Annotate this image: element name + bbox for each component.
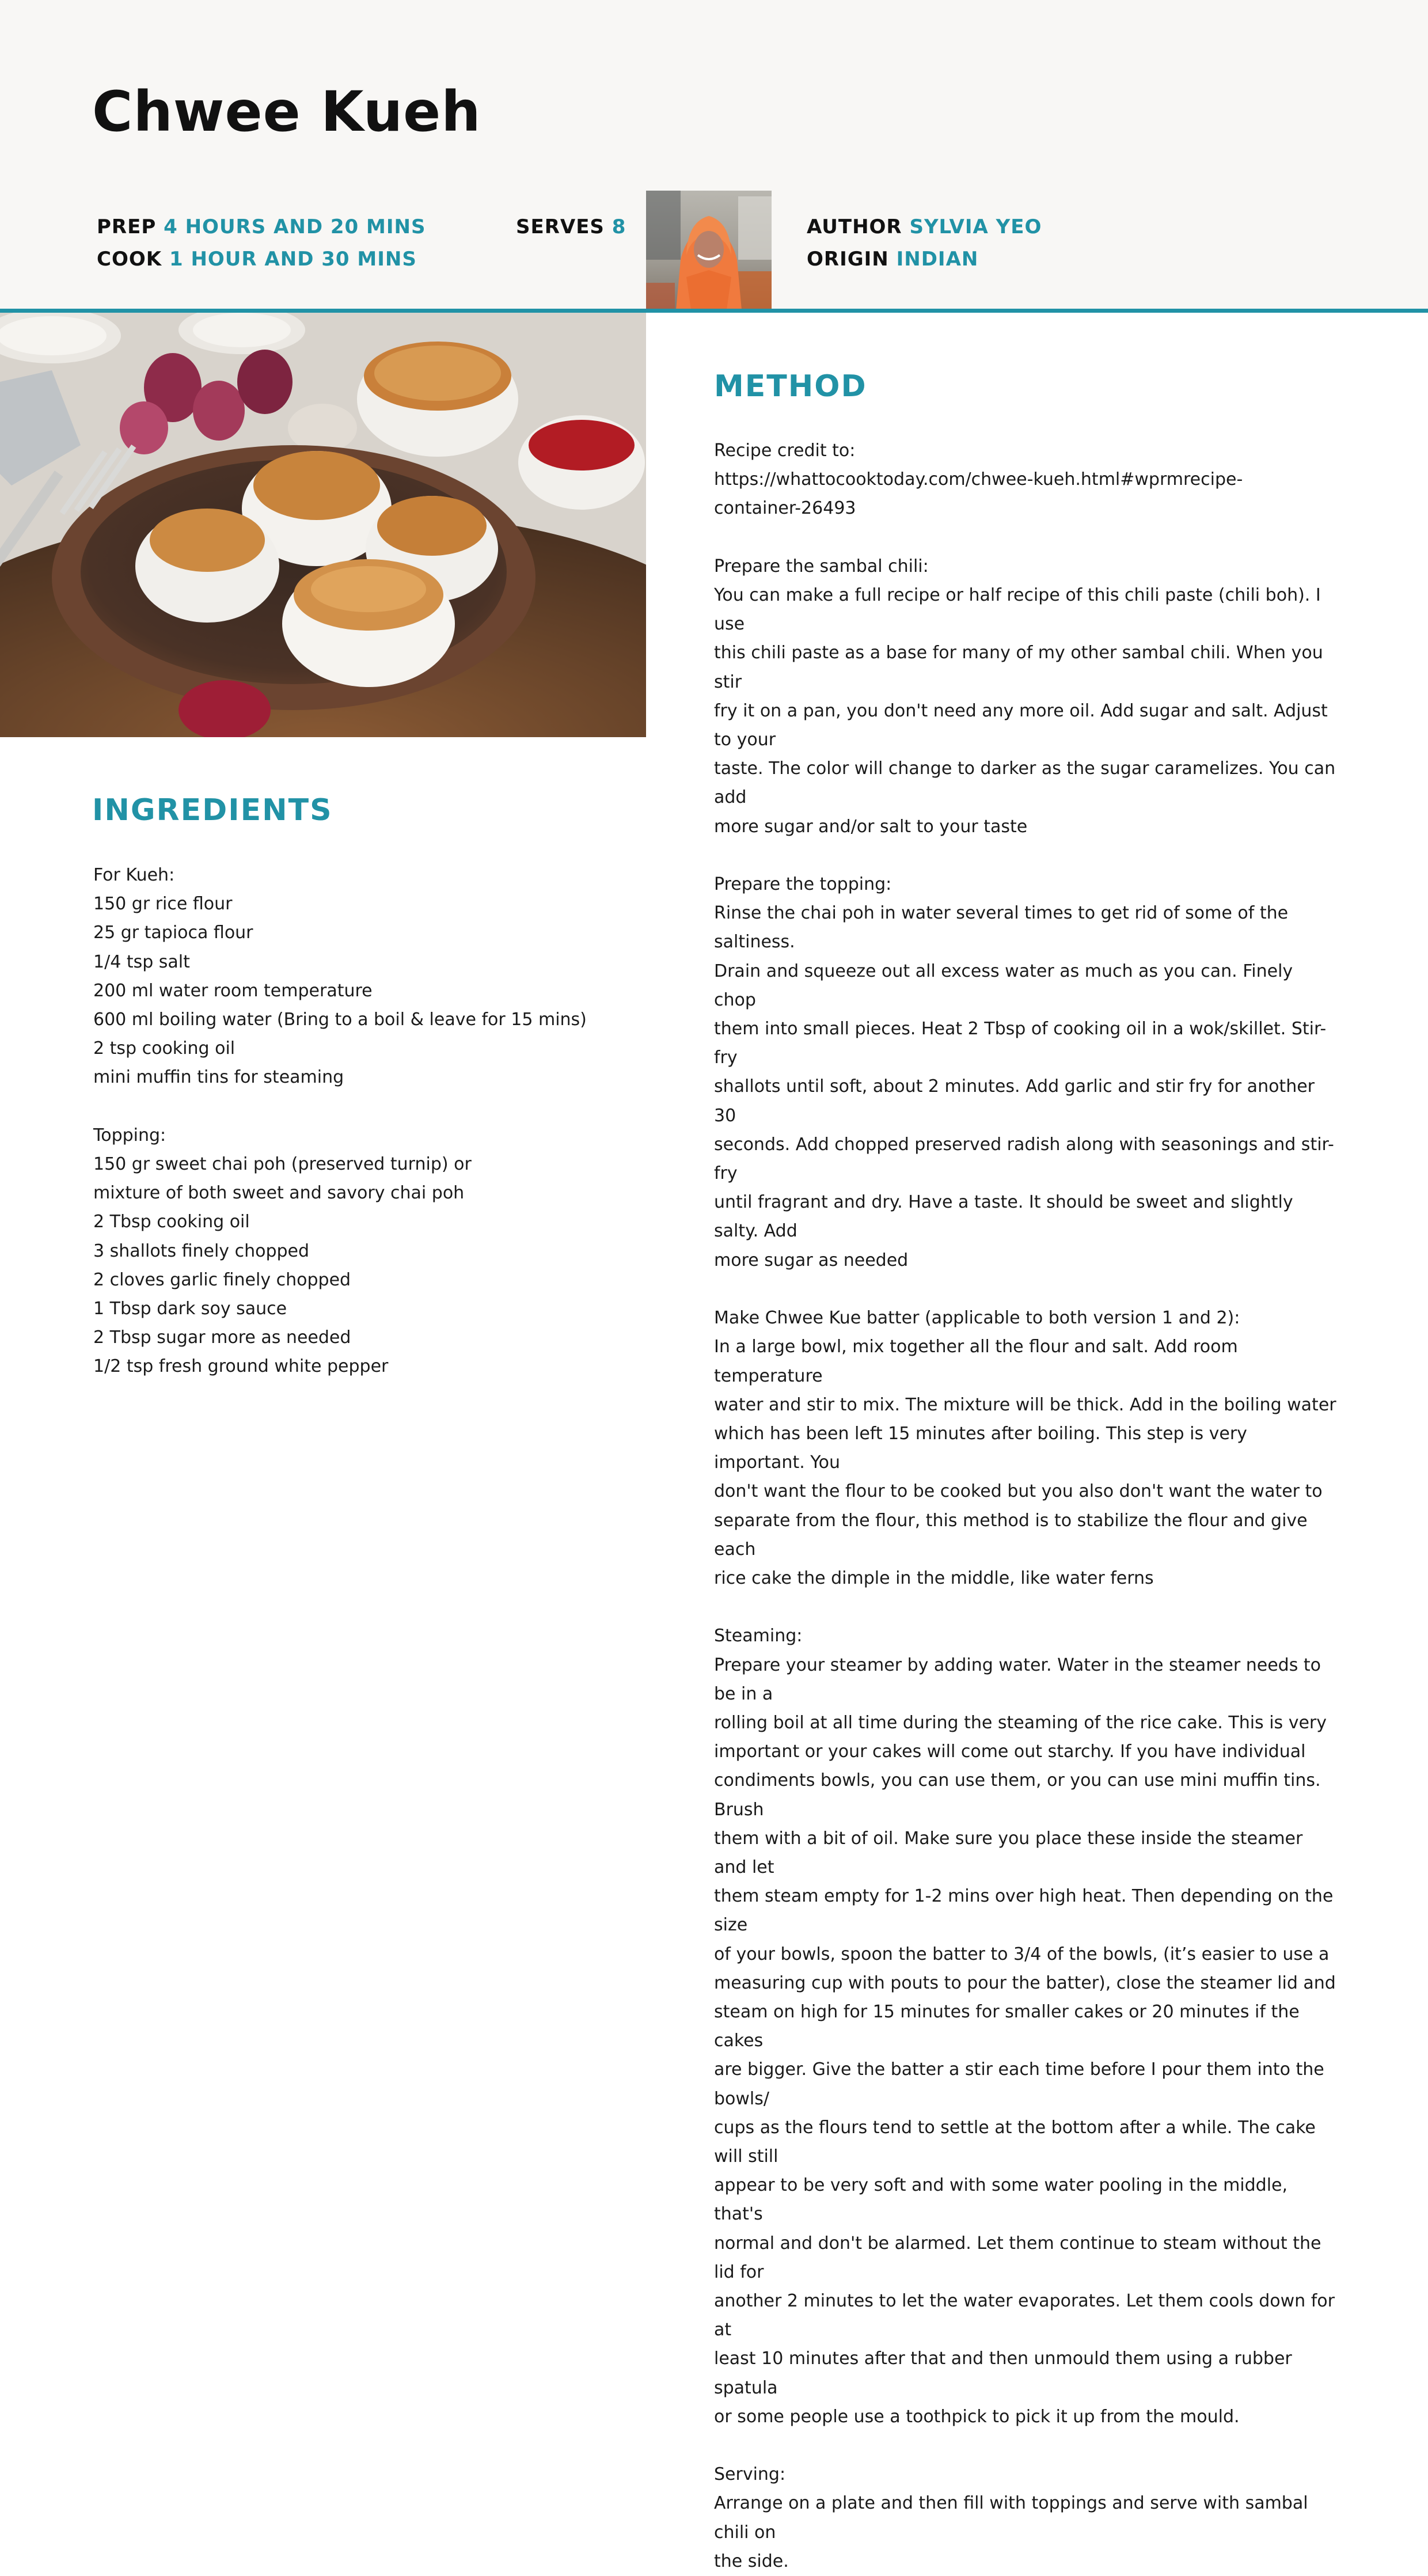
prep-cook-times	[97, 211, 426, 275]
recipe-title: Chwee Kueh	[92, 79, 481, 144]
ingredients-heading: INGREDIENTS	[92, 793, 333, 828]
origin-label: ORIGIN	[807, 248, 889, 271]
origin-value: INDIAN	[896, 248, 979, 271]
recipe-header	[0, 0, 1428, 310]
author-label: AUTHOR	[807, 215, 902, 238]
author-origin	[807, 211, 1042, 275]
prep-time	[97, 211, 426, 243]
method-steps: Recipe credit to: https://whattocooktoday.com/chwee-kueh.html#wprmrecipe- container-26493 Prepare the sambal chili: You can make a full recipe or half recipe of this chili paste (chili boh). I use this chili paste as a base for many of my other sambal chili. When you stir fry it on a pan, you don't need any more oil. Add sugar and salt. Adjust to your taste. The color will change to darker as the sugar caramelizes. You can add more sugar and/or salt to your taste Prepare the topping: Rinse the chai poh in water several times to get rid of some of the saltiness. Drain and squeeze out all excess water as much as you can. Finely chop them into small pieces. Heat 2 Tbsp of cooking oil in a wok/skillet. Stir-fry shallots until soft, about 2 minutes. Add garlic and stir fry for another 30 seconds. Add chopped preserved radish along with seasonings and stir-fry until fragrant and dry. Have a taste. It should be sweet and slightly salty. Add more sugar as needed Make Chwee Kue batter (applicable to both version 1 and 2): In a large bowl, mix together all the flour and salt. Add room temperature water and stir to mix. The mixture will be thick. Add in the boiling water which has been left 15 minutes after boiling. This step is very important. You don't want the flour to be cooked but you also don't want the water to separate from the flour, this method is to stabilize the flour and give each rice cake the dimple in the middle, like water ferns Steaming: Prepare your steamer by adding water. Water in the steamer needs to be in a rolling boil at all time during the steaming of the rice cake. This is very important or your cakes will come out starchy. If you have individual condiments bowls, you can use them, or you can use mini muffin tins. Brush them with a bit of oil. Make sure you place these inside the steamer and let them steam empty for 1-2 mins over high heat. Then depending on the size of your bowls, spoon the batter to 3/4 of the bowls, (it’s easier to use a measuring cup with pouts to pour the batter), close the steamer lid and steam on high for 15 minutes for smaller cakes or 20 minutes if the cakes are bigger. Give the batter a stir each time before I pour them into the bowls/ cups as the flours tend to settle at the bottom after a while. The cake will still appear to be very soft and with some water pooling in the middle, that's normal and don't be alarmed. Let them continue to steam without the lid for another 2 minutes to let the water evaporates. Let them cools down for at least 10 minutes after that and then unmould them using a rubber spatula or some people use a toothpick to pick it up from the mould. Serving: Arrange on a plate and then fill with toppings and serve with sambal chili on the side.	[714, 441, 1336, 2571]
author-name: SYLVIA YEO	[909, 215, 1042, 238]
prep-value: 4 HOURS AND 20 MINS	[164, 215, 426, 238]
author	[807, 211, 1042, 243]
origin	[807, 243, 1042, 275]
ingredients-list: For Kueh: 150 gr rice flour 25 gr tapioca flour 1/4 tsp salt 200 ml water room temperature 600 ml boiling water (Bring to a boil & leave for 15 mins) 2 tsp cooking oil mini muffin tins for steaming Topping: 150 gr sweet chai poh (preserved turnip) or mixture of both sweet and savory chai poh 2 Tbsp cooking oil 3 shallots finely chopped 2 cloves garlic finely chopped 1 Tbsp dark soy sauce 2 Tbsp sugar more as needed 1/2 tsp fresh ground white pepper	[93, 865, 587, 1377]
serves-value: 8	[612, 215, 626, 238]
cook-label: COOK	[97, 248, 162, 271]
food-photo	[0, 313, 646, 737]
prep-label: PREP	[97, 215, 157, 238]
method-heading: METHOD	[714, 369, 867, 404]
header-divider	[0, 309, 1428, 313]
serves	[516, 211, 626, 243]
cook-time	[97, 243, 426, 275]
cook-value: 1 HOUR AND 30 MINS	[169, 248, 417, 271]
serves-label: SERVES	[516, 215, 605, 238]
author-photo	[646, 191, 772, 310]
